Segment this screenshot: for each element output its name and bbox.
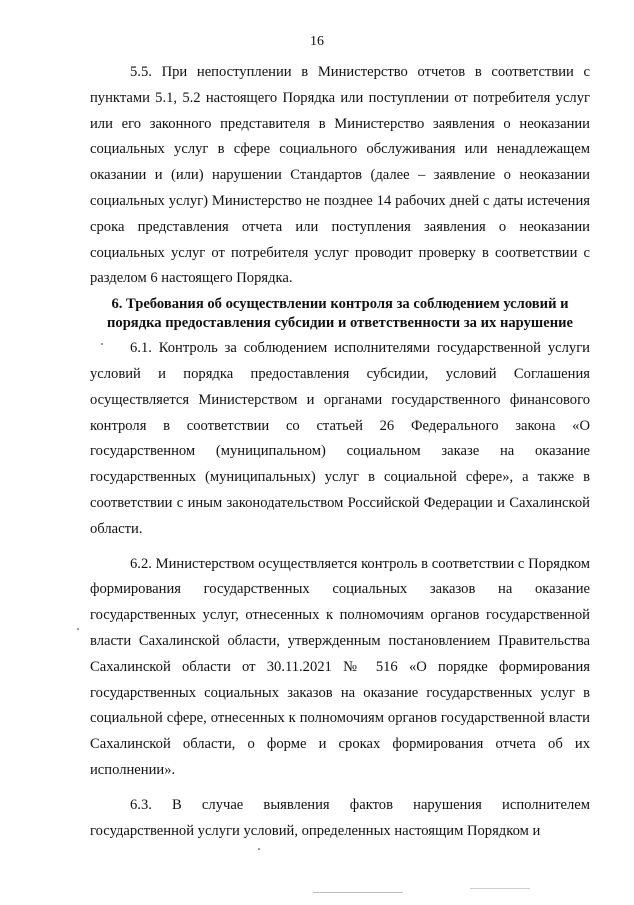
paragraph-6-2: 6.2. Министерством осуществляется контроль в соответствии с Порядком формирования государственных социальных заказов на оказание государственных услуг, отнесенных к полномочиям органов государственной власти Сахалинской области, утвержденным постановлением Правительства Сахалинской области от 30.11.2021 № 516 «О порядке формирования государственных социальных заказов на оказание государственных услуг в социальной сфере, отнесенных к полномочиям органов государственной власти Сахалинской области, о форме и сроках формирования отчета об их исполнении».	[90, 555, 590, 778]
paragraph-5-5: 5.5. При непоступлении в Министерство отчетов в соответствии с пунктами 5.1, 5.2 настоящего Порядка или поступлении от потребителя услуг или его законного представителя в Министерство заявления о неоказании социальных услуг в сфере социального обслуживания или ненадлежащем оказании и (или) нарушении Стандартов (далее – заявление о неоказании социальных услуг) Министерство не позднее 14 рабочих дней с даты истечения срока представления отчета или поступления заявления о неоказании социальных услуг от потребителя услуг проводит проверку в соответствии с разделом 6 настоящего Порядка.	[90, 64, 590, 287]
page-number: 16	[310, 34, 324, 49]
scan-speck	[313, 892, 403, 893]
section-6-heading: 6. Требования об осуществлении контроля за соблюдением условий и порядка предоставления субсидии и ответственности за их нарушение	[106, 296, 574, 332]
scan-speck	[470, 888, 530, 889]
scan-speck	[101, 343, 103, 345]
scan-speck	[258, 848, 260, 850]
paragraph-6-1: 6.1. Контроль за соблюдением исполнителями государственной услуги условий и порядка предоставления субсидии, условий Соглашения осуществляется Министерством и органами государственного финансового контроля в соответствии со статьей 26 Федерального закона «О государственном (муниципальном) социальном заказе на оказание государственных (муниципальных) услуг в социальной сфере», а также в соответствии с иным законодательством Российской Федерации и Сахалинской области.	[90, 340, 590, 537]
document-body	[90, 60, 590, 844]
paragraph-6-3: 6.3. В случае выявления фактов нарушения исполнителем государственной услуги условий, определенных настоящим Порядком и	[90, 796, 590, 839]
scan-speck	[77, 628, 79, 630]
